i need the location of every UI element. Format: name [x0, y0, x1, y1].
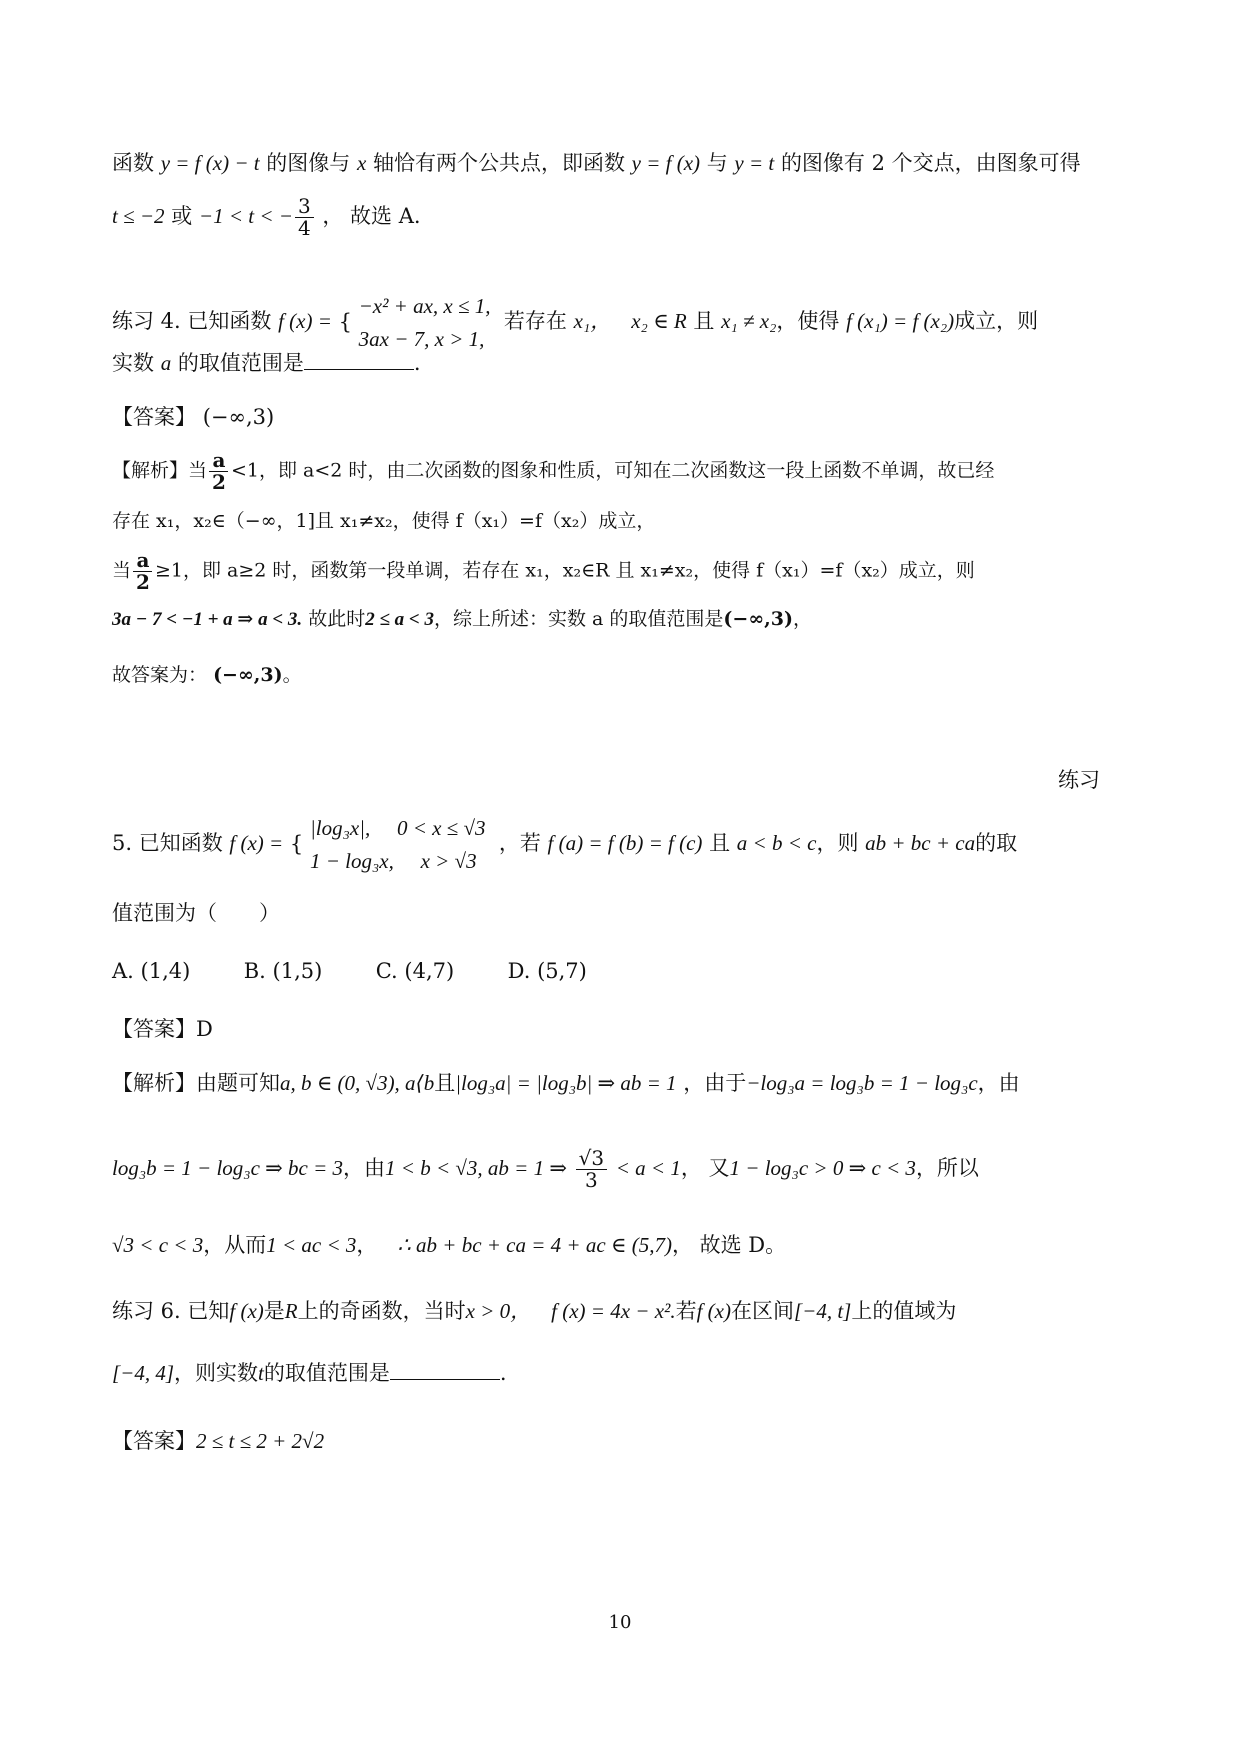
text: ，若: [498, 831, 541, 856]
solution-4-line-5: [112, 664, 1128, 688]
answer-value: D: [196, 1017, 213, 1041]
math: log₃b = 1 − log₃c ⇒ bc = 3: [112, 1156, 344, 1180]
math: a < b < c: [736, 831, 817, 856]
answer-label: 【答案】: [112, 1429, 196, 1453]
solution-5-line-1: [112, 1070, 1128, 1096]
denominator: 2: [212, 470, 226, 494]
numerator: 3: [295, 196, 314, 218]
math: f (x) =: [278, 309, 332, 334]
numerator: a: [209, 450, 228, 472]
solution-5-line-3: [112, 1232, 1128, 1258]
brace: {: [338, 310, 352, 335]
denominator: 4: [297, 216, 311, 240]
question-6-line-1: [112, 1298, 1128, 1324]
math: ab + bc + ca: [865, 831, 976, 856]
math: x > 0，: [465, 1299, 532, 1323]
answer-label: 【答案】: [112, 405, 196, 429]
option-key: D.: [507, 959, 531, 983]
option-key: C.: [375, 959, 398, 983]
math: f (x): [696, 1299, 731, 1323]
option-value: (5,7): [537, 959, 587, 983]
text: 存在 x₁，x₂∈（−∞，1]且 x₁≠x₂，使得 f（x₁）=f（x₂）成立，: [112, 510, 656, 532]
text: ，从而: [203, 1233, 267, 1257]
question-6-line-2: [112, 1360, 1128, 1386]
case-1-cond: 0 < x ≤ √3: [396, 816, 486, 840]
denominator: 2: [136, 570, 150, 594]
math: −1 < t < −: [198, 204, 293, 228]
text: ，使得: [776, 309, 840, 334]
case-2: 3ax − 7, x > 1,: [358, 326, 485, 351]
text: 上的奇函数，当时: [297, 1299, 466, 1323]
question-label: 练习 6. 已知: [112, 1299, 230, 1323]
text: 的取值范围是: [177, 351, 304, 375]
text: 。: [282, 664, 302, 686]
text: 的取: [975, 831, 1018, 856]
case-1: [310, 812, 486, 845]
answer-label: 【答案】: [112, 1017, 196, 1041]
math: [−4, t]: [793, 1299, 852, 1323]
text: ，则: [816, 831, 859, 856]
question-5-options: [112, 958, 1128, 984]
math: 1 < b < √3, ab = 1 ⇒: [385, 1156, 567, 1180]
math: |log₃a| = |log₃b| ⇒ ab = 1: [455, 1071, 677, 1095]
answer-value: 2 ≤ t ≤ 2 + 2√2: [196, 1429, 325, 1453]
text: ，由于: [683, 1071, 747, 1095]
math: f (x₁) = f (x₂): [846, 309, 955, 334]
solution-5-line-2: [112, 1148, 1128, 1191]
text: 的图像有 2 个交点，由图象可得: [780, 151, 1081, 175]
math: a: [160, 351, 172, 375]
math: [−4, 4]: [112, 1361, 175, 1385]
option-a: [112, 959, 190, 983]
text: 函数: [112, 151, 154, 175]
text: 故此时: [302, 608, 366, 630]
text: 的取值范围是: [263, 1361, 390, 1385]
option-value: (1,4): [140, 959, 191, 983]
solution-text-line-1: [112, 150, 1128, 176]
math: 1 − log₃c > 0 ⇒ c < 3: [729, 1156, 916, 1180]
math: 2 ≤ a < 3: [365, 609, 434, 630]
text: ，综上所述：实数 a 的取值范围是: [434, 608, 724, 630]
text: 实数: [112, 351, 154, 375]
math: x₁ ≠ x₂: [721, 309, 777, 334]
math: f (x): [229, 1299, 264, 1323]
answer-value: (−∞,3): [202, 405, 275, 429]
text: 与: [706, 151, 728, 175]
text: 的图像与: [266, 151, 351, 175]
option-b: [244, 959, 323, 983]
text: ，: [792, 608, 812, 630]
math: f (x) =: [229, 831, 284, 856]
math: ∴ ab + bc + ca = 4 + ac ∈ (5,7): [397, 1233, 672, 1257]
text: 或: [171, 204, 193, 228]
denominator: 3: [584, 1168, 598, 1192]
case-1: −x² + ax, x ≤ 1,: [358, 294, 491, 318]
option-value: (1,5): [272, 959, 323, 983]
option-c: [376, 959, 454, 983]
math: −log₃a = log₃b = 1 − log₃c: [746, 1071, 978, 1095]
solution-text-line-2: [112, 196, 1128, 239]
math: R: [284, 1299, 298, 1323]
answer-4: [112, 404, 1128, 430]
piecewise-cases: [359, 290, 491, 355]
text: .: [413, 351, 421, 375]
text: ， 故选 A.: [322, 204, 421, 228]
text: 轴恰有两个公共点，即函数: [372, 151, 625, 175]
text: 且: [709, 831, 731, 856]
text: <1，即 a<2 时，由二次函数的图象和性质，可知在二次函数这一段上函数不单调，故已经: [230, 459, 995, 482]
numerator: √3: [576, 1148, 607, 1170]
question-5-line-2: [112, 900, 1128, 926]
exercise-tag: 练习: [1058, 768, 1100, 792]
math: √3 < c < 3: [112, 1233, 204, 1257]
fraction: [576, 1148, 607, 1191]
text: 是: [263, 1299, 285, 1323]
answer-blank: [390, 1361, 500, 1380]
solution-4-line-4: [112, 608, 1128, 632]
text: ，则实数: [174, 1361, 259, 1385]
answer-blank: [304, 351, 414, 370]
brace: {: [289, 832, 304, 857]
math: a, b ∈ (0, √3), a⟨b: [280, 1071, 435, 1095]
piecewise-cases: [310, 812, 486, 877]
fraction: [295, 196, 314, 239]
question-label: 5. 已知函数: [112, 831, 223, 856]
fraction: [209, 450, 229, 493]
math: (−∞,3): [723, 608, 793, 630]
text: 在区间: [730, 1299, 794, 1323]
option-key: A.: [112, 959, 134, 983]
text: ， 故选 D。: [671, 1233, 787, 1257]
text: ≥1，即 a≥2 时，函数第一段单调，若存在 x₁，x₂∈R 且 x₁≠x₂，使得 f（x₁）=f（x₂）成立，则: [154, 559, 975, 582]
case-2-cond: x > √3: [420, 848, 477, 873]
text: 【解析】由题可知: [112, 1071, 280, 1095]
text: 且: [434, 1071, 456, 1095]
text: ，由: [977, 1071, 1020, 1095]
math: 1 < ac < 3: [266, 1233, 357, 1257]
text: 【解析】当: [112, 459, 208, 482]
question-5-line-1: [112, 812, 1128, 877]
answer-5: [112, 1016, 1128, 1042]
math: t: [258, 1361, 264, 1385]
text: 若: [675, 1299, 697, 1323]
question-label: 练习 4. 已知函数: [112, 309, 272, 334]
math: x₁，: [573, 309, 612, 334]
text: ，: [356, 1233, 378, 1257]
text: ，所以: [915, 1156, 979, 1180]
text: ， 又: [680, 1156, 730, 1180]
math: t ≤ −2: [112, 204, 165, 228]
math: 3a − 7 < −1 + a ⇒ a < 3.: [112, 609, 303, 630]
math: f (x) = 4x − x².: [551, 1299, 676, 1323]
text: ，由: [343, 1156, 386, 1180]
option-key: B.: [243, 959, 266, 983]
text: 值范围为（ ）: [112, 901, 280, 925]
case-2: [310, 845, 486, 878]
fraction: [133, 550, 153, 593]
text: .: [499, 1361, 507, 1385]
question-4-line-2: [112, 350, 1128, 376]
case-1-expr: |log₃x|,: [309, 816, 371, 840]
text: 成立，则: [954, 309, 1039, 334]
math: x₂ ∈ R: [631, 309, 687, 334]
text: 当: [112, 559, 132, 582]
text: 上的值域为: [851, 1299, 957, 1323]
text: 且: [693, 309, 715, 334]
math: f (a) = f (b) = f (c): [547, 831, 703, 856]
solution-4-line-3: [112, 550, 1128, 593]
math: y = t: [734, 151, 775, 175]
option-d: [508, 959, 587, 983]
numerator: a: [133, 550, 152, 572]
math: y = f (x): [631, 151, 701, 175]
math: x: [356, 151, 367, 175]
text: 若存在: [503, 309, 567, 334]
math: y = f (x) − t: [160, 151, 260, 175]
question-4-line-1: [112, 290, 1128, 355]
text: 故答案为：: [112, 664, 208, 686]
math: < a < 1: [615, 1156, 681, 1180]
case-2-expr: 1 − log₃x,: [309, 848, 394, 873]
option-value: (4,7): [404, 959, 455, 983]
page-number: 10: [608, 1612, 632, 1633]
answer-6: [112, 1428, 1128, 1454]
solution-4-line-2: [112, 510, 1128, 534]
solution-4-line-1: [112, 450, 1128, 493]
math: (−∞,3): [213, 664, 283, 686]
